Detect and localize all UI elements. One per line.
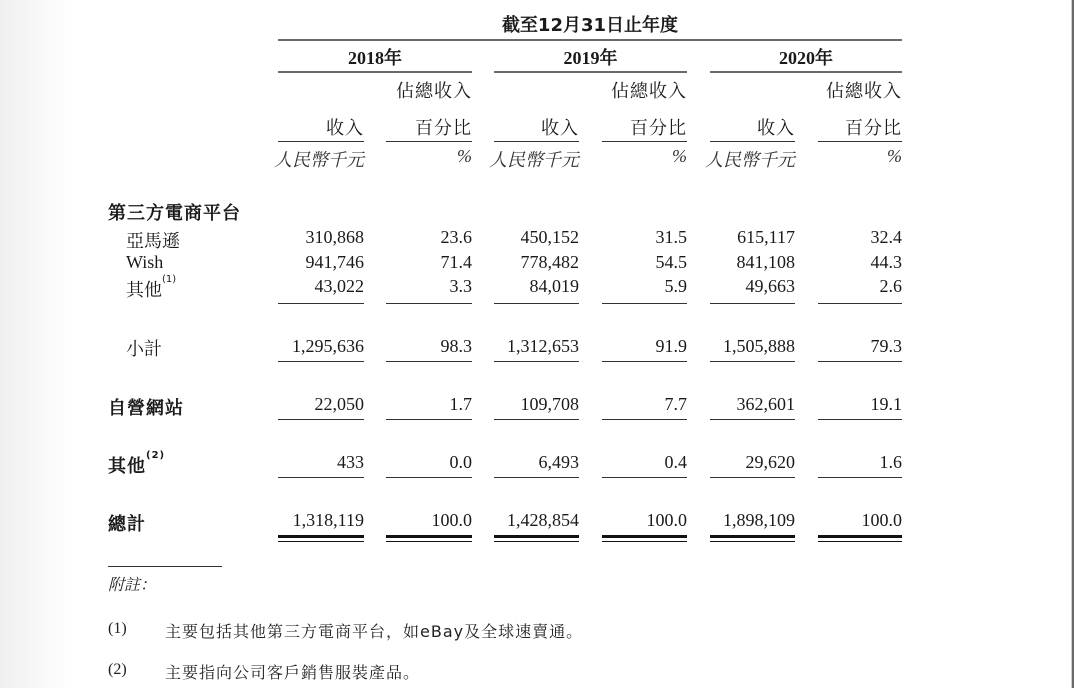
pct-header-line2-2018: 百分比 — [415, 118, 472, 139]
footnote-separator — [108, 566, 222, 567]
cell-value: 100.0 — [861, 510, 902, 530]
unit-pct-2019: % — [672, 146, 687, 166]
footnote-text-1: 主要包括其他第三方電商平台，如eBay及全球速賣通。 — [165, 622, 584, 641]
cell-value: 100.0 — [431, 510, 472, 530]
period-header: 截至12月31日止年度 — [501, 15, 679, 36]
cell-value: 433 — [337, 452, 364, 472]
cell-value: 32.4 — [870, 227, 902, 247]
col-rule — [602, 141, 687, 142]
year-header-2018: 2018年 — [348, 48, 402, 68]
total-double-rule — [710, 535, 795, 538]
cell-value: 79.3 — [870, 336, 902, 356]
revenue-header-2020: 收入 — [757, 118, 795, 139]
cell-value: 71.4 — [440, 252, 472, 272]
revenue-header-2019: 收入 — [541, 118, 579, 139]
cell-value: 43,022 — [314, 276, 364, 296]
row-rule — [602, 419, 687, 420]
row-label-text: 其他 — [126, 280, 162, 301]
pct-header-line1-2018: 佔總收入 — [396, 81, 472, 102]
cell-value: 2.6 — [879, 276, 902, 296]
year-rule-2019 — [494, 71, 687, 73]
row-rule — [710, 361, 795, 362]
footnote-ref-1: (1) — [162, 274, 177, 285]
cell-value: 841,108 — [736, 252, 795, 272]
cell-value: 1,295,636 — [292, 336, 364, 356]
cell-value: 3.3 — [449, 276, 472, 296]
row-rule — [818, 303, 902, 304]
row-label-third-party-platforms: 第三方電商平台 — [108, 203, 241, 224]
row-rule — [710, 303, 795, 304]
row-label-own-websites: 自營網站 — [108, 398, 184, 419]
pct-header-line2-2020: 百分比 — [845, 118, 902, 139]
pct-header-line1-2019: 佔總收入 — [611, 81, 687, 102]
row-rule — [278, 477, 364, 478]
row-rule — [818, 419, 902, 420]
row-label-other-platforms — [126, 276, 176, 302]
col-rule — [710, 141, 795, 142]
unit-rmb-2020: 人民幣千元 — [705, 150, 795, 171]
year-rule-2018 — [278, 71, 472, 73]
cell-value: 1,312,653 — [507, 336, 579, 356]
row-rule — [278, 303, 364, 304]
cell-value: 1,318,119 — [292, 510, 364, 530]
row-rule — [494, 303, 579, 304]
row-label-wish: Wish — [126, 252, 164, 272]
total-double-rule — [278, 541, 364, 542]
cell-value: 5.9 — [664, 276, 687, 296]
row-label-amazon: 亞馬遜 — [126, 231, 180, 252]
total-double-rule — [278, 535, 364, 538]
col-rule — [818, 141, 902, 142]
row-rule — [494, 361, 579, 362]
cell-value: 7.7 — [664, 394, 687, 414]
total-double-rule — [710, 541, 795, 542]
cell-value: 1.6 — [879, 452, 902, 472]
unit-rmb-2019: 人民幣千元 — [489, 150, 579, 171]
cell-value: 91.9 — [655, 336, 687, 356]
cell-value: 450,152 — [520, 227, 579, 247]
row-rule — [710, 419, 795, 420]
year-header-2020: 2020年 — [779, 48, 833, 68]
total-double-rule — [494, 541, 579, 542]
footnote-marker-2: (2) — [108, 661, 127, 678]
row-rule — [602, 477, 687, 478]
footnote-ref-2: (2) — [146, 450, 166, 461]
row-label-subtotal: 小計 — [126, 339, 162, 360]
unit-pct-2020: % — [887, 146, 902, 166]
page-edge-shadow — [1071, 0, 1072, 688]
pct-header-line2-2019: 百分比 — [630, 118, 687, 139]
row-label-total: 總計 — [108, 514, 146, 535]
cell-value: 1,505,888 — [723, 336, 795, 356]
cell-value: 100.0 — [646, 510, 687, 530]
row-rule — [602, 303, 687, 304]
col-rule — [494, 141, 579, 142]
row-rule — [818, 361, 902, 362]
cell-value: 19.1 — [870, 394, 902, 414]
cell-value: 778,482 — [520, 252, 579, 272]
col-rule — [386, 141, 472, 142]
col-rule — [278, 141, 364, 142]
cell-value: 22,050 — [314, 394, 364, 414]
total-double-rule — [386, 541, 472, 542]
row-label-others — [108, 452, 165, 478]
row-rule — [386, 361, 472, 362]
row-rule — [710, 477, 795, 478]
unit-rmb-2018: 人民幣千元 — [274, 150, 364, 171]
cell-value: 23.6 — [440, 227, 472, 247]
row-rule — [386, 303, 472, 304]
cell-value: 49,663 — [745, 276, 795, 296]
row-rule — [386, 419, 472, 420]
cell-value: 1,428,854 — [507, 510, 579, 530]
row-rule — [386, 477, 472, 478]
cell-value: 31.5 — [655, 227, 687, 247]
year-header-2019: 2019年 — [563, 48, 618, 68]
total-double-rule — [818, 541, 902, 542]
row-rule — [818, 477, 902, 478]
cell-value: 362,601 — [736, 394, 795, 414]
cell-value: 310,868 — [305, 227, 364, 247]
cell-value: 84,019 — [529, 276, 579, 296]
cell-value: 941,746 — [305, 252, 364, 272]
total-double-rule — [494, 535, 579, 538]
cell-value: 1.7 — [449, 394, 472, 414]
row-label-text: 其他 — [108, 456, 146, 477]
pct-header-line1-2020: 佔總收入 — [826, 81, 902, 102]
cell-value: 0.4 — [664, 452, 687, 472]
row-rule — [278, 419, 364, 420]
revenue-header-2018: 收入 — [326, 118, 364, 139]
total-double-rule — [602, 535, 687, 538]
cell-value: 109,708 — [520, 394, 579, 414]
cell-value: 0.0 — [449, 452, 472, 472]
header-top-rule — [278, 39, 902, 41]
row-rule — [602, 361, 687, 362]
row-rule — [278, 361, 364, 362]
total-double-rule — [386, 535, 472, 538]
year-rule-2020 — [710, 71, 902, 73]
cell-value: 44.3 — [870, 252, 902, 272]
cell-value: 98.3 — [440, 336, 472, 356]
row-rule — [494, 419, 579, 420]
cell-value: 54.5 — [655, 252, 687, 272]
total-double-rule — [818, 535, 902, 538]
cell-value: 615,117 — [737, 227, 795, 247]
footnotes-heading: 附註： — [108, 575, 157, 594]
total-double-rule — [602, 541, 687, 542]
footnote-text-2: 主要指向公司客戶銷售服裝產品。 — [165, 663, 421, 682]
cell-value: 1,898,109 — [723, 510, 795, 530]
cell-value: 29,620 — [745, 452, 795, 472]
footnote-marker-1: (1) — [108, 620, 127, 637]
cell-value: 6,493 — [538, 452, 579, 472]
row-rule — [494, 477, 579, 478]
unit-pct-2018: % — [457, 146, 472, 166]
